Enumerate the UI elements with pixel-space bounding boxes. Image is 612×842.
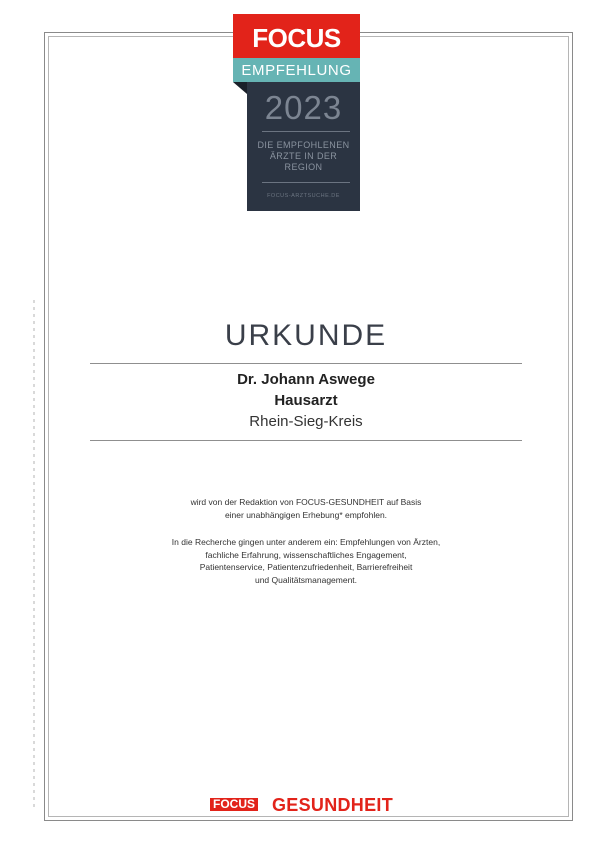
focus-badge-subtitle-line: REGION <box>284 162 323 172</box>
doctor-specialty: Hausarzt <box>274 392 338 409</box>
focus-badge-year: 2023 <box>264 89 343 126</box>
criteria-line: Patientenservice, Patientenzufriedenheit, Barrierefreiheit <box>199 562 413 572</box>
doctor-name: Dr. Johann Aswege <box>237 371 375 388</box>
focus-badge-rule-top <box>262 131 350 132</box>
gesundheit-wordmark: GESUNDHEIT <box>272 795 394 815</box>
criteria-line: und Qualitätsmanagement. <box>254 574 358 585</box>
criteria-line: In die Recherche gingen unter anderem ein: Empfehlungen von Ärzten, <box>171 537 441 547</box>
statement-line: wird von der Redaktion von FOCUS-GESUNDHEIT auf Basis <box>190 497 422 507</box>
focus-badge-subtitle <box>247 140 360 173</box>
focus-badge-subtitle-line: ÄRZTE IN DER <box>269 151 338 161</box>
footer <box>0 794 612 816</box>
research-criteria <box>120 536 492 586</box>
doctor-region: Rhein-Sieg-Kreis <box>249 413 363 430</box>
focus-footer-logo: FOCUS <box>210 798 258 811</box>
statement-line: einer unabhängigen Erhebung* empfohlen. <box>224 509 388 520</box>
divider-top <box>90 363 522 364</box>
divider-bottom <box>90 440 522 441</box>
focus-badge-url: FOCUS-ARZTSUCHE.DE <box>267 193 340 199</box>
focus-badge-brand-bar <box>233 14 360 58</box>
focus-badge-label-bar <box>233 58 360 82</box>
focus-badge-label: EMPFEHLUNG <box>241 62 352 79</box>
focus-badge-subtitle-line: DIE EMPFOHLENEN <box>257 140 350 150</box>
certificate-statement <box>120 496 492 521</box>
focus-badge-fold <box>233 82 247 94</box>
criteria-line: fachliche Erfahrung, wissenschaftliches Engagement, <box>205 549 407 560</box>
focus-badge-brand: FOCUS <box>252 23 341 53</box>
certificate-title: URKUNDE <box>224 319 388 352</box>
focus-badge-rule-bottom <box>262 182 350 183</box>
